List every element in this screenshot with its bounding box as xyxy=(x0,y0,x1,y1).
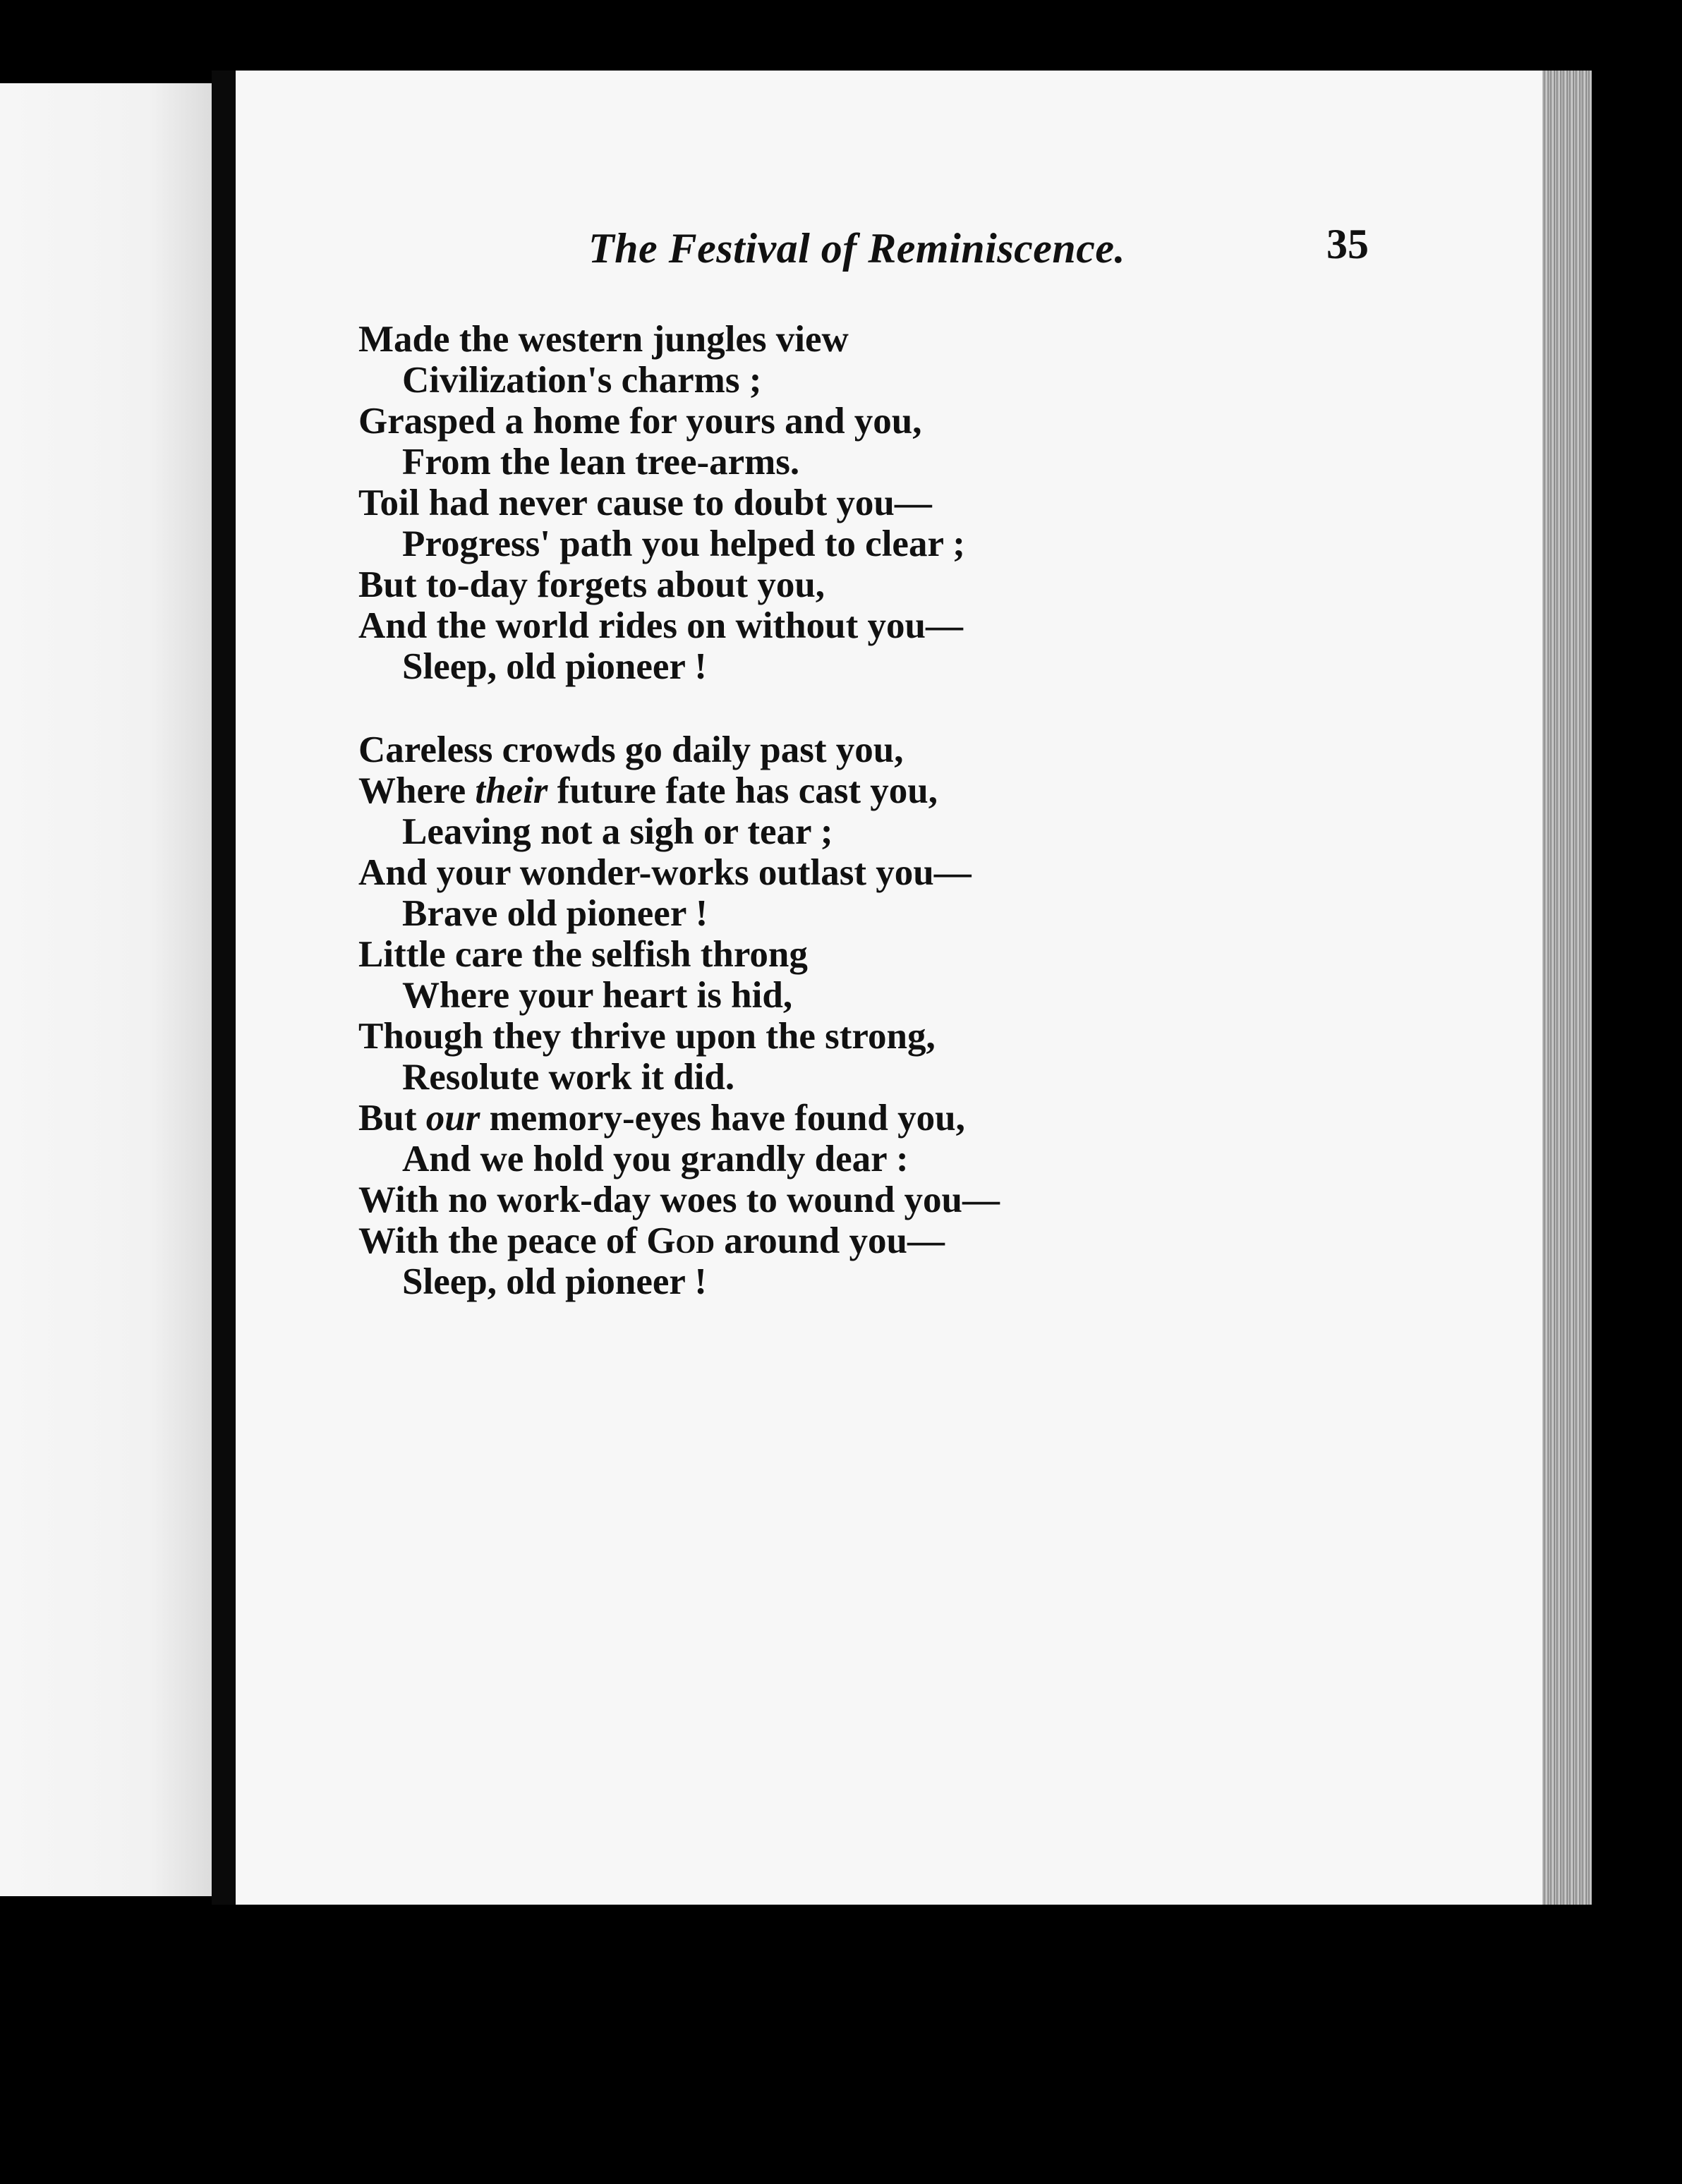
line-text: memory-eyes have found you, xyxy=(480,1098,965,1139)
poem-line: Grasped a home for yours and you, xyxy=(358,401,922,442)
poem-line xyxy=(358,1220,1346,1261)
running-head: The Festival of Reminiscence. xyxy=(588,225,1126,272)
poem-line: But to-day forgets about you, xyxy=(358,564,825,605)
poem-line: Resolute work it did. xyxy=(402,1057,735,1098)
poem-line xyxy=(358,770,1346,811)
poem-line: From the lean tree-arms. xyxy=(402,442,800,483)
left-facing-page xyxy=(0,83,212,1896)
poem-line: Where your heart is hid, xyxy=(402,975,793,1016)
poem-line: Sleep, old pioneer ! xyxy=(402,646,707,687)
poem-line: Though they thrive upon the strong, xyxy=(358,1016,936,1057)
poem-line: Leaving not a sigh or tear ; xyxy=(402,811,833,852)
poem-line: Sleep, old pioneer ! xyxy=(402,1261,707,1302)
stanza-1 xyxy=(358,319,1346,687)
poem-line xyxy=(358,1098,1346,1139)
line-text: With the peace of xyxy=(358,1220,647,1261)
line-text: future fate has cast you, xyxy=(547,770,938,811)
poem-line: And the world rides on without you— xyxy=(358,605,963,646)
small-caps-word: God xyxy=(646,1220,715,1261)
line-text: Where xyxy=(358,770,476,811)
page-number: 35 xyxy=(1326,221,1369,267)
poem xyxy=(358,319,1346,1302)
italic-word: their xyxy=(475,770,548,811)
poem-line: With no work-day woes to wound you— xyxy=(358,1179,1000,1220)
poem-line: Toil had never cause to doubt you— xyxy=(358,483,932,523)
page-edges xyxy=(1542,71,1592,1905)
line-text: But xyxy=(358,1098,426,1139)
line-text: around you— xyxy=(714,1220,945,1261)
poem-line: Made the western jungles view xyxy=(358,319,849,360)
poem-line: Civilization's charms ; xyxy=(402,360,762,401)
poem-line: Progress' path you helped to clear ; xyxy=(402,523,965,564)
poem-line: And your wonder-works outlast you— xyxy=(358,852,972,893)
poem-line: And we hold you grandly dear : xyxy=(402,1139,909,1179)
poem-line: Little care the selfish throng xyxy=(358,934,808,975)
stanza-2 xyxy=(358,729,1346,1302)
book-gutter xyxy=(212,71,236,1905)
poem-line: Careless crowds go daily past you, xyxy=(358,729,904,770)
poem-line: Brave old pioneer ! xyxy=(402,893,708,934)
italic-word: our xyxy=(425,1098,480,1139)
